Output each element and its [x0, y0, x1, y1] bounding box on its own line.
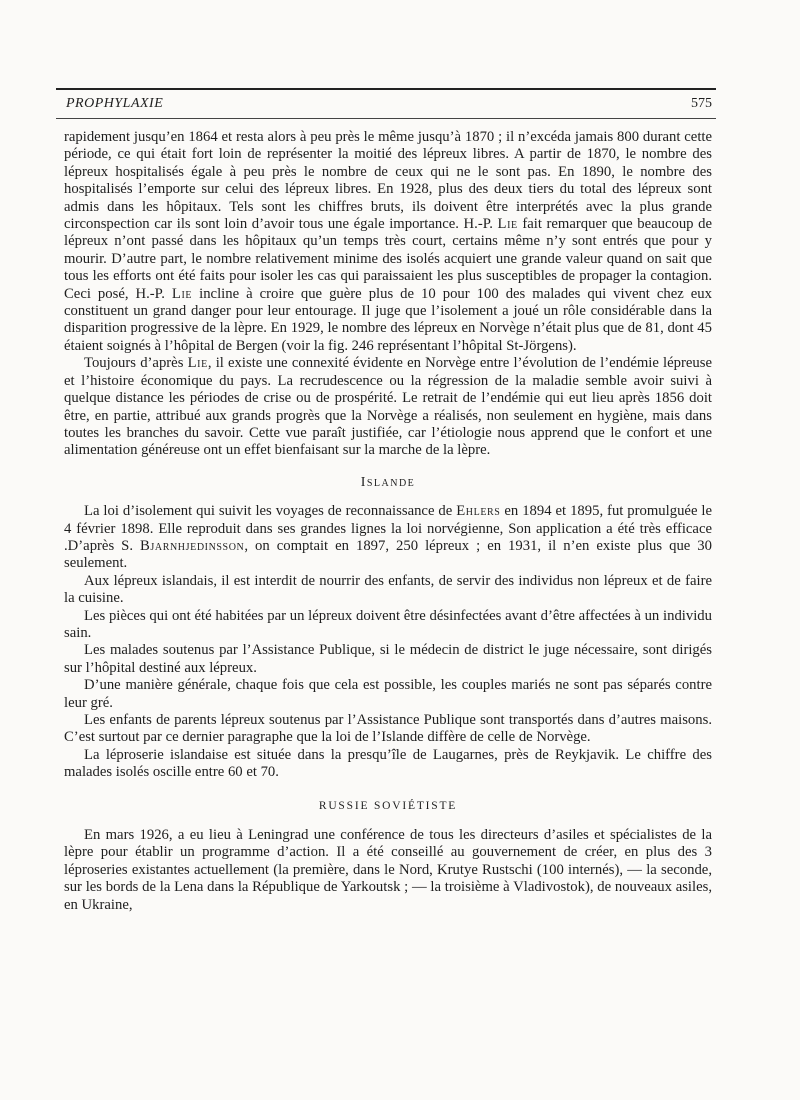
- paragraph: [64, 712, 712, 747]
- paragraph: [64, 503, 712, 573]
- paragraph: [64, 827, 712, 914]
- paragraph: [64, 129, 712, 355]
- paragraph-text: , il existe une connexité évidente en Norvège entre l’évolution de l’endémie lépreuse et l’histoire économique du pays. La recrudescence ou la régression de la maladie semble avoir suivi à quelque distance les périodes de crise ou de prospérité. Le retrait de l’endémie qui eut lieu après 1856 doit être, en partie, attribué aux grands progrès que la Norvège a réalisés, non seulement en hygiène, mais dans toutes les branches du savoir. Cette vue paraît justifiée, car l’étiologie nous apprend que le confort et une alimentation généreuse ont un effet bienfaisant sur la marche de la lèpre.: [64, 355, 712, 459]
- paragraph-text: Les malades soutenus par l’Assistance Publique, si le médecin de district le juge nécessaire, sont dirigés sur l’hôpital destiné aux lépreux.: [64, 642, 712, 676]
- paragraph-text: en 1894 et 1895, fut promulguée le 4 février 1898. Elle reproduit dans ses grandes lignes la loi norvégienne, Son application a été très efficace .D’après S.: [64, 503, 712, 554]
- paragraph: [64, 608, 712, 643]
- paragraph-text: La léproserie islandaise est située dans la presqu’île de Laugarnes, près de Reykjavik. Le chiffre des malades isolés oscille entre 60 et 70.: [64, 746, 712, 781]
- section-title-russie: RUSSIE SOVIÉTISTE: [318, 799, 458, 812]
- paragraph-text: En mars 1926, a eu lieu à Leningrad une conférence de tous les directeurs d’asiles et spécialistes de la lèpre pour établir un programme d’action. Il a été conseillé au gouvernement de créer, en plus des 3 léproseries existantes actuellement (la première, dans le Nord, Krutye Rustschi (100 internés), — la seconde, sur les bords de la Lena dans la République de Yarkoutsk ; — la troisième à Vladivostok), de nouveaux asiles, en Ukraine,: [64, 827, 712, 913]
- russie-paragraphs: [64, 827, 712, 914]
- paragraph-text: La loi d’isolement qui suivit les voyages de reconnaissance de: [84, 503, 457, 520]
- paragraph: [64, 747, 712, 782]
- author-name: Lie: [171, 285, 193, 302]
- author-name: Lie: [497, 216, 518, 233]
- paragraph-text: Aux lépreux islandais, il est interdit de nourrir des enfants, de servir des individus non lépreux et de faire la cuisine.: [64, 572, 712, 607]
- paragraph-text: fait remarquer que beaucoup de lépreux n’ont passé dans les hôpitaux qu’un temps très court, certains même n’y sont entrés que pour y mourir. D’autre part, le nombre relativement minime des isolés acquiert une grande valeur quand on sait que tous les efforts ont été faits pour isoler les cas qui paraissaient les plus susceptibles de propager la contagion. Ceci posé, H.-P.: [64, 216, 712, 302]
- paragraph-text: D’une manière générale, chaque fois que cela est possible, les couples mariés ne sont pas séparés contre leur gré.: [64, 677, 712, 711]
- paragraph: [64, 573, 712, 608]
- paragraph-text: , on comptait en 1897, 250 lépreux ; en 1931, il n’en existe plus que 30 seulement.: [64, 537, 712, 572]
- running-title: PROPHYLAXIE: [66, 96, 164, 111]
- paragraph-text: Toujours d’après: [84, 355, 188, 372]
- body-text: [64, 129, 712, 914]
- paragraph-text: incline à croire que guère plus de 10 pour 100 des malades qui vivent chez eux constituent un grand danger pour leur entourage. Il juge que l’isolement a joué un rôle considérable dans la disparition progressive de la lèpre. En 1929, le nombre des lépreux en Norvège n’était plus que de 81, dont 45 étaient soignés à l’hôpital de Bergen (voir la fig. 246 représentant l’hôpital St-Jörgens).: [64, 285, 712, 354]
- paragraph: [64, 355, 712, 459]
- author-name: Bjarnhjedinsson: [140, 537, 245, 554]
- paragraph-text: rapidement jusqu’en 1864 et resta alors à peu près le même jusqu’à 1870 ; il n’excéda jamais 800 durant cette période, ce qui était fort loin de représenter la moitié des lépreux libres. A partir de 1870, le nombre des lépreux hospitalisés égale à peu près le nombre de ceux qui ne le sont pas. En 1890, le nombre des hospitalisés l’emporte sur celui des lépreux libres. En 1928, plus des deux tiers du total des lépreux sont admis dans les hôpitaux. Tels sont les chiffres bruts, ils doivent être interprétés avec la plus grande circonspection car ils sont loin d’avoir tous une égale importance. H.-P.: [64, 129, 712, 233]
- islande-paragraphs: [64, 503, 712, 782]
- paragraph: [64, 677, 712, 712]
- running-head: [66, 96, 712, 112]
- page-number: 575: [691, 96, 712, 111]
- paragraph: [64, 642, 712, 677]
- author-name: Lie: [187, 355, 208, 372]
- header-top-rule: [56, 88, 716, 90]
- author-name: Ehlers: [456, 503, 501, 520]
- paragraph-text: Les pièces qui ont été habitées par un lépreux doivent être désinfectées avant d’être affectées à un individu sain.: [64, 607, 712, 641]
- header-bottom-rule: [56, 118, 716, 119]
- intro-paragraphs: [64, 129, 712, 460]
- paragraph-text: Les enfants de parents lépreux soutenus par l’Assistance Publique sont transportés dans d’autres maisons. C’est surtout par ce dernier paragraphe que la loi de l’Islande diffère de celle de Norvège.: [64, 712, 712, 746]
- section-title-islande: Islande: [360, 474, 416, 490]
